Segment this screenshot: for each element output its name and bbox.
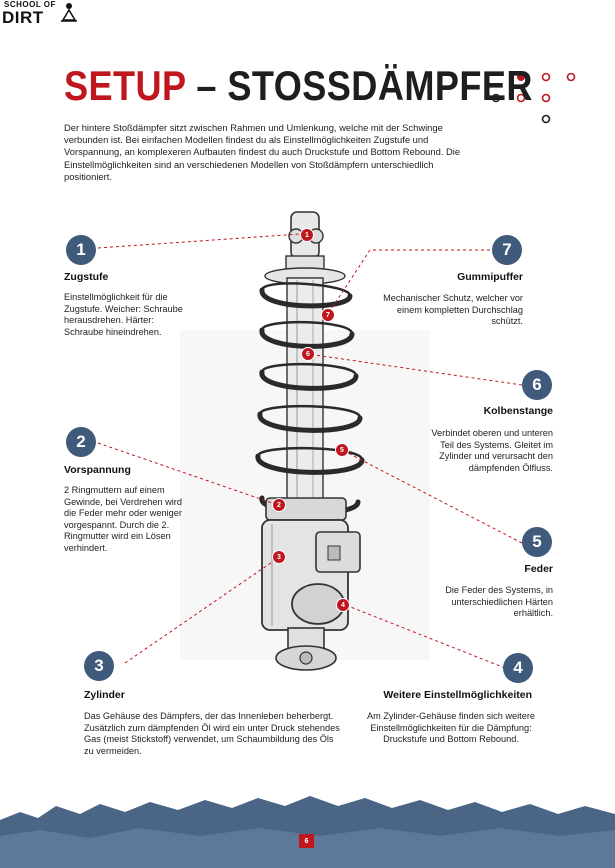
marker-7: 7 <box>321 308 335 322</box>
section-text-weitere: Am Zylinder-Gehäuse finden sich weitere Einstellmöglichkeiten für die Dämpfung: Druckstufe und Bottom Rebound. <box>366 711 535 745</box>
section-heading-weitere: Weitere Einstellmöglichkeiten <box>383 689 532 701</box>
badge-4: 4 <box>503 653 533 683</box>
badge-7: 7 <box>492 235 522 265</box>
shock-absorber-illustration <box>180 212 430 670</box>
marker-3: 3 <box>272 550 286 564</box>
section-heading-feder: Feder <box>524 563 553 575</box>
badge-5: 5 <box>522 527 552 557</box>
marker-2: 2 <box>272 498 286 512</box>
badge-3: 3 <box>84 651 114 681</box>
marker-5: 5 <box>335 443 349 457</box>
section-text-zugstufe: Einstellmöglichkeit für die Zugstufe. Weicher: Schraube herausdrehen. Härter: Schraube hineindrehen. <box>64 292 183 337</box>
badge-1: 1 <box>66 235 96 265</box>
section-text-zylinder: Das Gehäuse des Dämpfers, der das Innenleben beherbergt. Zusätzlich zum dämpfenden Öl wird ein unter Druck stehendes Gas (meist Stickstoff) verwendet, um Schaumbildung des Öls zu vermeiden. <box>84 711 340 756</box>
marker-6: 6 <box>301 347 315 361</box>
title-accent: SETUP <box>64 62 186 109</box>
marker-4: 4 <box>336 598 350 612</box>
title-rest: – STOSSDÄMPFER <box>185 62 533 109</box>
page-number: 6 <box>299 834 314 848</box>
section-heading-gummipuffer: Gummipuffer <box>457 271 523 283</box>
section-text-kolbenstange: Verbindet oberen und unteren Teil des Systems. Gleitet im Zylinder und verursacht den dämpfenden Ölfluss. <box>431 428 553 473</box>
page-title <box>64 62 533 110</box>
section-text-gummipuffer: Mechanischer Schutz, welcher vor einem kompletten Durchschlag schützt. <box>383 293 523 327</box>
badge-2: 2 <box>66 427 96 457</box>
badge-6: 6 <box>522 370 552 400</box>
brand-top-text: SCHOOL OF <box>4 0 56 9</box>
section-text-feder: Die Feder des Systems, in unterschiedlichen Härten erhältlich. <box>445 585 553 619</box>
section-heading-vorspannung: Vorspannung <box>64 464 131 476</box>
brand-bottom-text: DIRT <box>2 8 44 27</box>
section-heading-zylinder: Zylinder <box>84 689 125 701</box>
rider-icon <box>60 2 78 22</box>
intro-paragraph: Der hintere Stoßdämpfer sitzt zwischen Rahmen und Umlenkung, welche mit der Schwinge verbunden ist. Bei einfachen Modellen findest du als Einstellmöglichkeiten Zugstufe und Vorspannung, an komplexeren Aufbauten findest du auch Druckstufe und Bottom Rebound. Die Einstellmöglichkeiten sind an verschiedenen Modellen von Stoßdämpfern unterschiedlich positioniert. <box>64 122 461 182</box>
marker-1: 1 <box>300 228 314 242</box>
section-heading-kolbenstange: Kolbenstange <box>483 405 553 417</box>
section-text-vorspannung: 2 Ringmuttern auf einem Gewinde, bei Verdrehen wird die Feder mehr oder weniger vorgespannt. Durch die 2. Ringmutter wird ein Lösen verhindert. <box>64 485 182 553</box>
section-heading-zugstufe: Zugstufe <box>64 271 109 283</box>
